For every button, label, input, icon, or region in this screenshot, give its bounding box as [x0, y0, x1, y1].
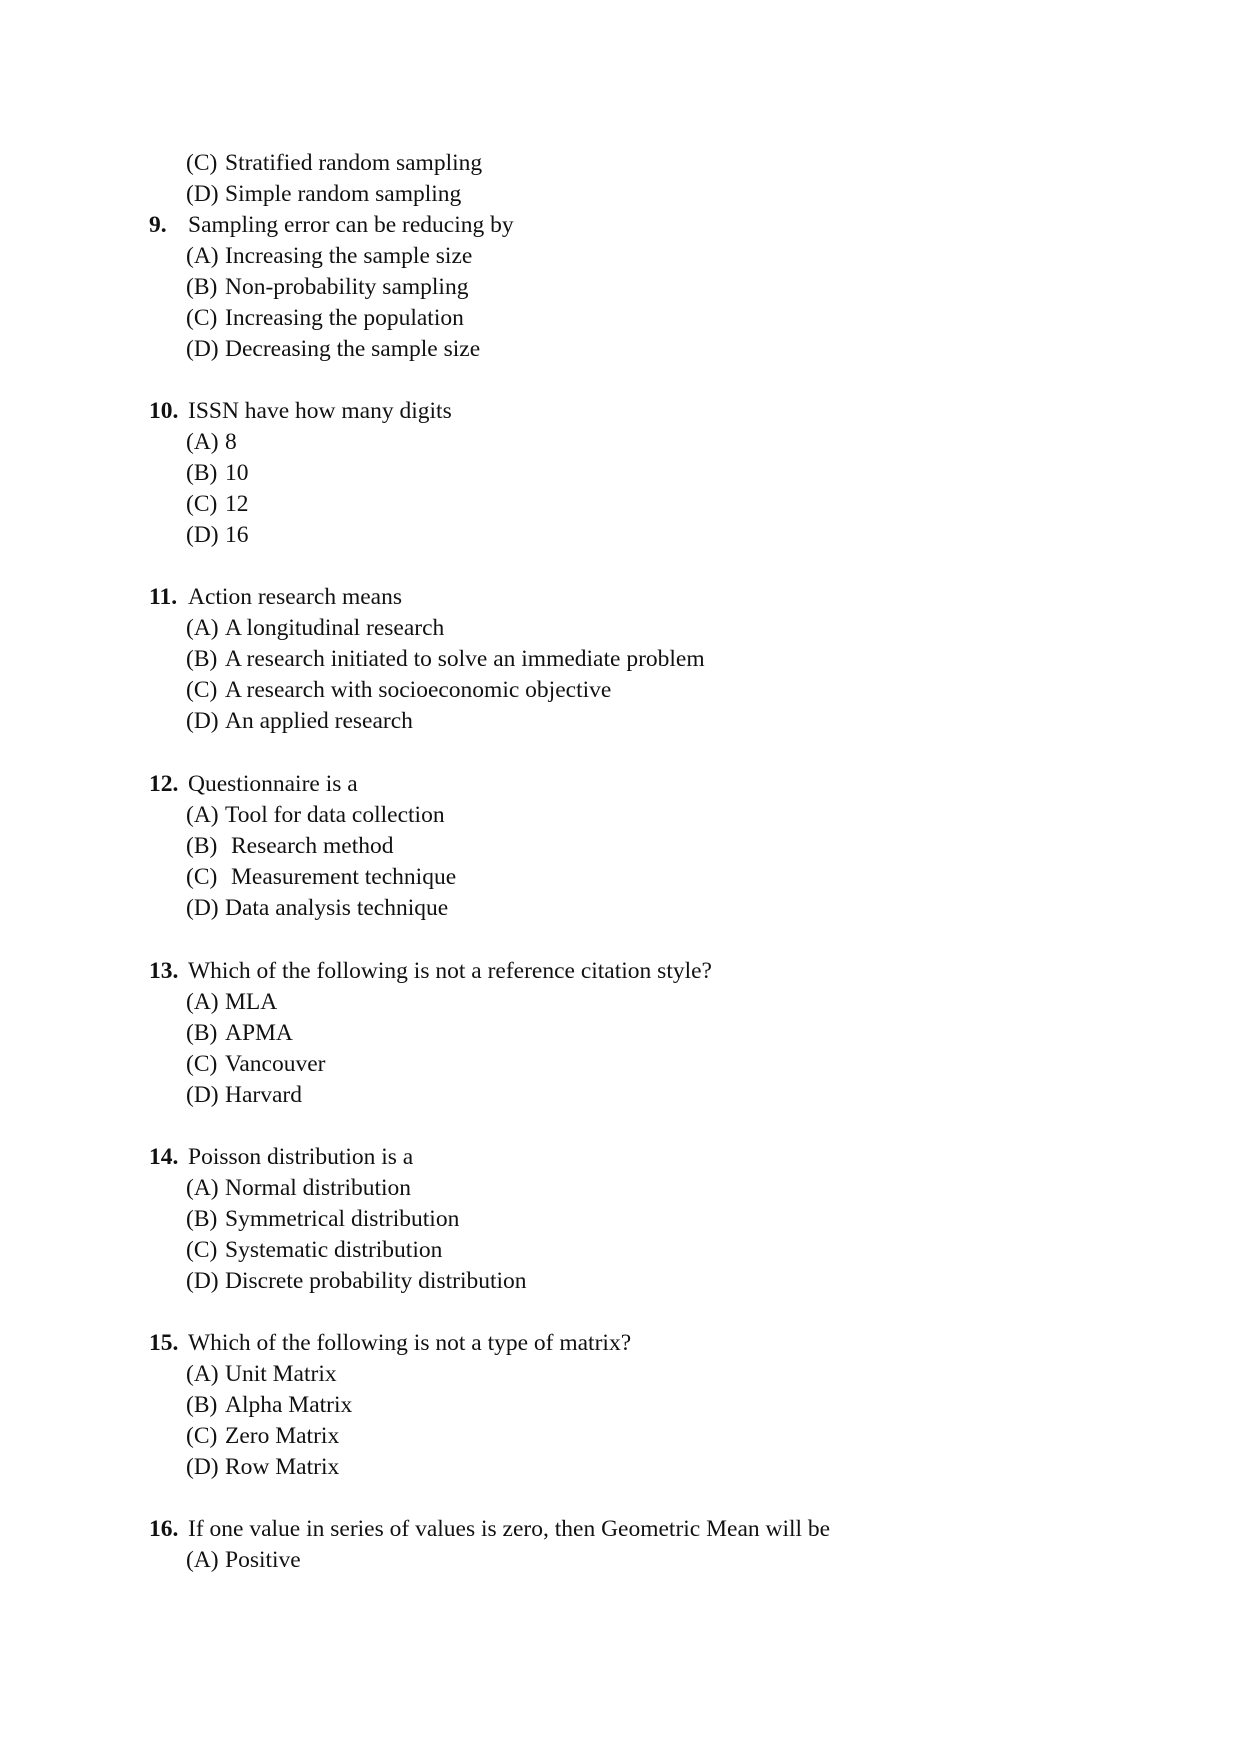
option-text: Vancouver [225, 1051, 326, 1077]
option-label: (A) [186, 429, 219, 455]
question-number: 11. [149, 584, 178, 610]
option-text: Alpha Matrix [225, 1392, 353, 1418]
option-text: 8 [225, 429, 237, 455]
option-text: Discrete probability distribution [225, 1268, 527, 1294]
question-text: Poisson distribution is a [188, 1144, 414, 1170]
option-text: A longitudinal research [225, 615, 445, 641]
question-text: ISSN have how many digits [188, 398, 452, 424]
question-text: Action research means [188, 584, 403, 610]
question-number: 9. [149, 212, 167, 238]
option-text: An applied research [225, 708, 413, 734]
option-text: MLA [225, 989, 278, 1015]
option-label: (B) [186, 833, 218, 859]
option-text: Row Matrix [225, 1454, 340, 1480]
option-text: Tool for data collection [225, 802, 445, 828]
option-text: Harvard [225, 1082, 302, 1108]
question-number: 13. [149, 958, 179, 984]
question-text: Questionnaire is a [188, 771, 358, 797]
option-label: (C) [186, 305, 218, 331]
option-label: (D) [186, 1268, 219, 1294]
option-text: Stratified random sampling [225, 150, 483, 176]
question-number: 15. [149, 1330, 179, 1356]
option-text: Simple random sampling [225, 181, 462, 207]
option-label: (B) [186, 460, 218, 486]
option-label: (B) [186, 646, 218, 672]
option-label: (D) [186, 522, 219, 548]
option-label: (A) [186, 1361, 219, 1387]
option-label: (C) [186, 1237, 218, 1263]
question-text: If one value in series of values is zero, then Geometric Mean will be [188, 1516, 831, 1542]
option-label: (C) [186, 491, 218, 517]
option-text: Normal distribution [225, 1175, 412, 1201]
option-text: Zero Matrix [225, 1423, 340, 1449]
option-text: Measurement technique [231, 864, 457, 890]
option-label: (B) [186, 1206, 218, 1232]
option-label: (A) [186, 802, 219, 828]
question-text: Which of the following is not a type of matrix? [188, 1330, 632, 1356]
option-text: APMA [225, 1020, 293, 1046]
option-label: (A) [186, 243, 219, 269]
option-text: 12 [225, 491, 249, 517]
option-label: (A) [186, 615, 219, 641]
question-number: 12. [149, 771, 179, 797]
option-label: (C) [186, 150, 218, 176]
option-label: (C) [186, 1423, 218, 1449]
option-label: (D) [186, 181, 219, 207]
option-text: 10 [225, 460, 249, 486]
option-label: (A) [186, 1175, 219, 1201]
option-text: Positive [225, 1547, 301, 1573]
option-text: Research method [231, 833, 394, 859]
option-text: Unit Matrix [225, 1361, 337, 1387]
option-text: Symmetrical distribution [225, 1206, 460, 1232]
option-label: (D) [186, 336, 219, 362]
question-number: 16. [149, 1516, 179, 1542]
option-label: (D) [186, 1082, 219, 1108]
option-text: Data analysis technique [225, 895, 449, 921]
option-text: A research initiated to solve an immediate problem [225, 646, 705, 672]
option-text: Non-probability sampling [225, 274, 469, 300]
question-text: Sampling error can be reducing by [188, 212, 514, 238]
option-text: Decreasing the sample size [225, 336, 481, 362]
option-label: (C) [186, 864, 218, 890]
option-label: (D) [186, 895, 219, 921]
option-text: Increasing the population [225, 305, 464, 331]
option-label: (C) [186, 1051, 218, 1077]
option-label: (D) [186, 708, 219, 734]
option-label: (A) [186, 1547, 219, 1573]
option-text: Systematic distribution [225, 1237, 443, 1263]
option-text: Increasing the sample size [225, 243, 473, 269]
option-label: (B) [186, 1392, 218, 1418]
option-label: (B) [186, 274, 218, 300]
option-text: A research with socioeconomic objective [225, 677, 612, 703]
option-label: (B) [186, 1020, 218, 1046]
question-number: 14. [149, 1144, 179, 1170]
question-text: Which of the following is not a reference citation style? [188, 958, 712, 984]
question-number: 10. [149, 398, 179, 424]
option-label: (C) [186, 677, 218, 703]
option-label: (D) [186, 1454, 219, 1480]
option-label: (A) [186, 989, 219, 1015]
option-text: 16 [225, 522, 249, 548]
